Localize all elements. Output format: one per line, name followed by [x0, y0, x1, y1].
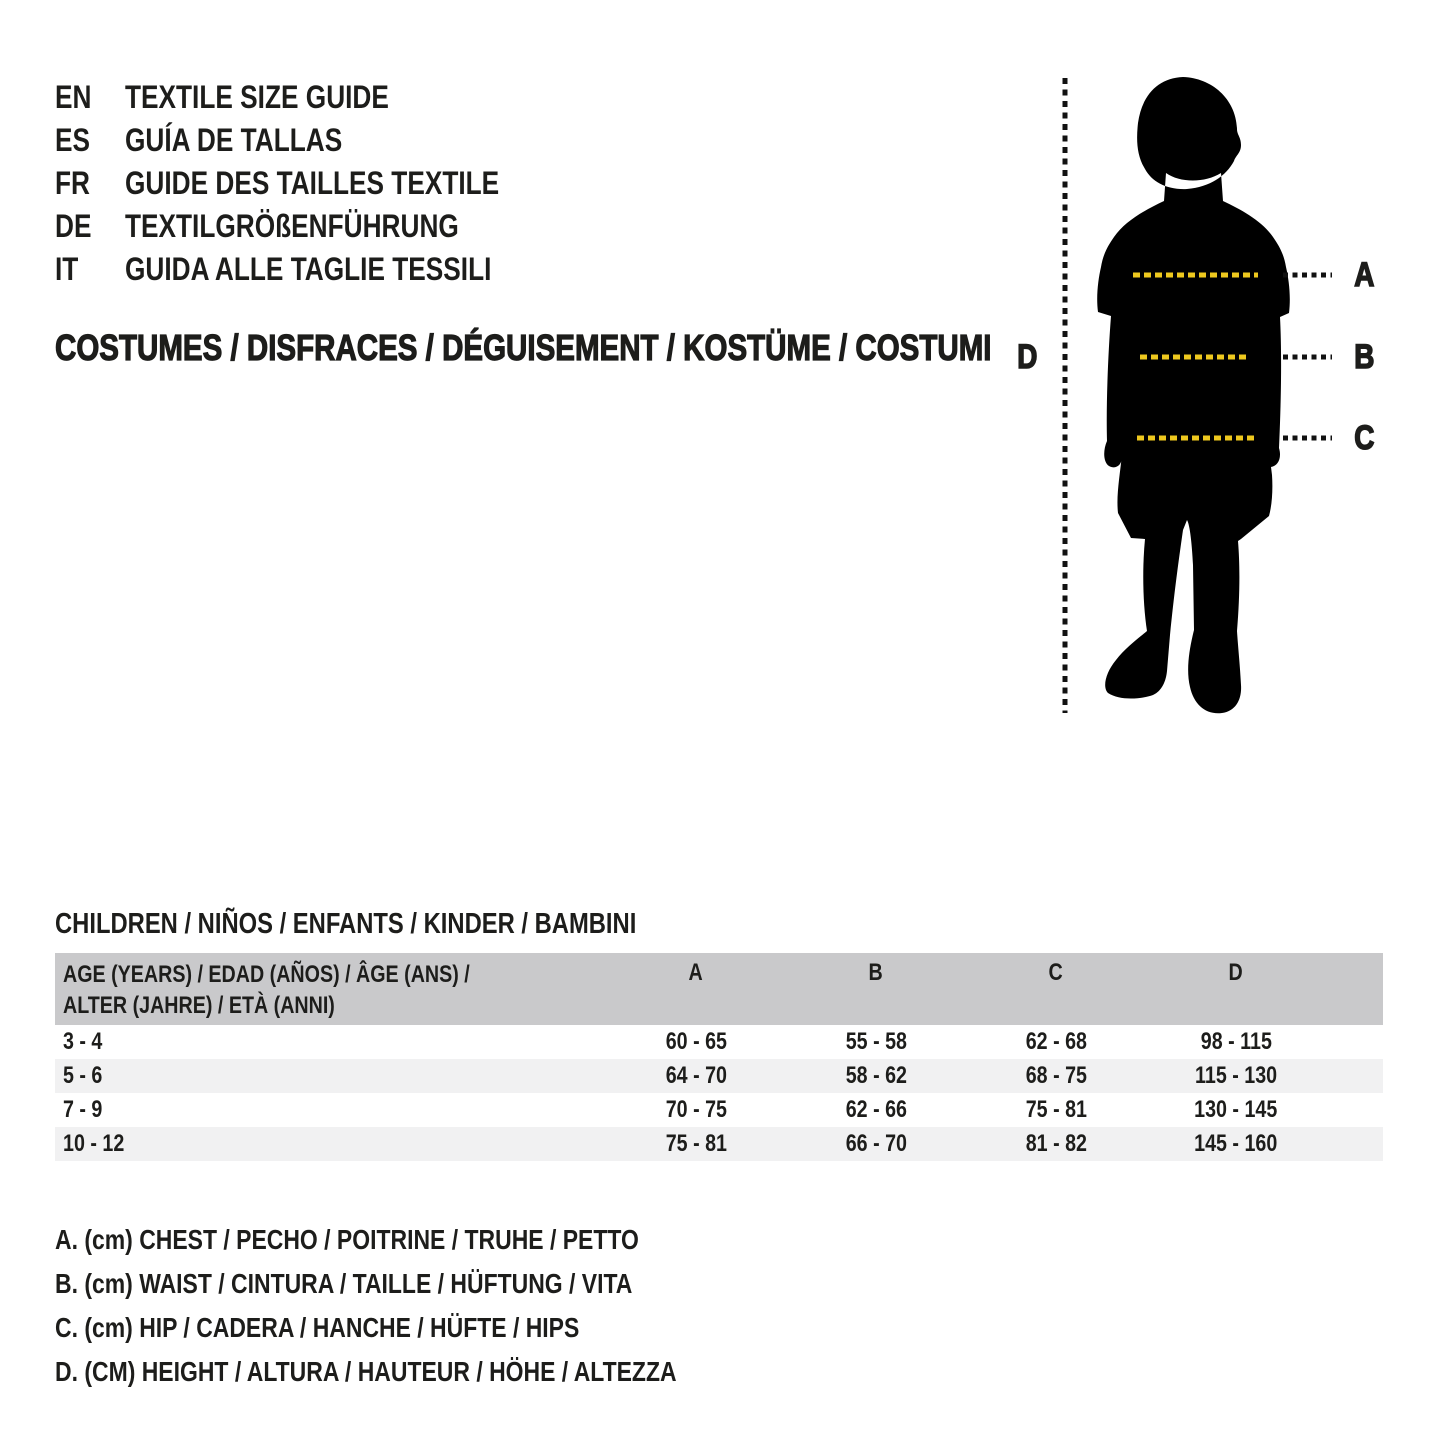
waist-value: 55 - 58 [845, 1028, 907, 1055]
hip-value: 81 - 82 [1025, 1130, 1087, 1157]
col-header-a [606, 953, 786, 1025]
language-row-de [55, 205, 655, 248]
label-chest-a-text: A [1354, 256, 1375, 294]
table-row [55, 1127, 1383, 1161]
label-hip-c [1352, 419, 1377, 457]
col-header-c-text: C [1048, 959, 1064, 986]
col-header-b-text: B [868, 959, 884, 986]
waist-cell [786, 1025, 966, 1059]
child-silhouette-figure [1000, 60, 1445, 740]
language-title: TEXTILGRÖßENFÜHRUNG [125, 208, 459, 244]
col-header-age-line2: ALTER (JAHRE) / ETÀ (ANNI) [63, 992, 335, 1019]
age-value: 7 - 9 [63, 1096, 103, 1123]
hip-value: 68 - 75 [1025, 1062, 1087, 1089]
size-figure [1000, 60, 1445, 740]
age-value: 10 - 12 [63, 1130, 125, 1157]
chest-cell [606, 1025, 786, 1059]
age-value: 3 - 4 [63, 1028, 103, 1055]
table-section-title [55, 908, 764, 940]
chest-cell [606, 1127, 786, 1161]
waist-cell [786, 1127, 966, 1161]
hip-value: 62 - 68 [1025, 1028, 1087, 1055]
table-row [55, 1059, 1383, 1093]
col-header-filler [1326, 953, 1383, 1025]
chest-cell [606, 1093, 786, 1127]
height-cell [1146, 1127, 1326, 1161]
hip-cell [966, 1059, 1146, 1093]
child-silhouette [1097, 77, 1290, 713]
label-hip-c-text: C [1354, 419, 1375, 457]
legend-item-chest [55, 1218, 813, 1262]
height-cell [1146, 1025, 1326, 1059]
waist-cell [786, 1093, 966, 1127]
height-value: 98 - 115 [1200, 1028, 1272, 1055]
col-header-d [1146, 953, 1326, 1025]
legend-item-hip [55, 1306, 813, 1350]
waist-value: 58 - 62 [845, 1062, 907, 1089]
language-title: GUÍA DE TALLAS [125, 122, 343, 158]
legend-item-height [55, 1350, 813, 1394]
label-height-d-text: D [1017, 338, 1038, 376]
table-row [55, 1025, 1383, 1059]
age-cell [55, 1059, 606, 1093]
chest-value: 60 - 65 [665, 1028, 727, 1055]
legend-item-height-text: D. (CM) HEIGHT / ALTURA / HAUTEUR / HÖHE / ALTEZZA [55, 1356, 677, 1387]
chest-cell [606, 1059, 786, 1093]
col-header-age-line1: AGE (YEARS) / EDAD (AÑOS) / ÂGE (ANS) / [63, 961, 470, 988]
height-cell [1146, 1093, 1326, 1127]
age-cell [55, 1025, 606, 1059]
size-table [55, 953, 1383, 1161]
col-header-c [966, 953, 1146, 1025]
language-code: IT [55, 251, 79, 287]
age-cell [55, 1127, 606, 1161]
language-row-it [55, 248, 655, 291]
table-row [55, 1093, 1383, 1127]
height-value: 115 - 130 [1194, 1062, 1278, 1089]
waist-value: 66 - 70 [845, 1130, 907, 1157]
waist-value: 62 - 66 [845, 1096, 907, 1123]
chest-value: 75 - 81 [665, 1130, 727, 1157]
legend-item-hip-text: C. (cm) HIP / CADERA / HANCHE / HÜFTE / HIPS [55, 1312, 580, 1343]
hip-value: 75 - 81 [1025, 1096, 1087, 1123]
measurement-legend [55, 1218, 813, 1394]
language-row-en [55, 76, 655, 119]
age-value: 5 - 6 [63, 1062, 103, 1089]
language-code: DE [55, 208, 92, 244]
height-cell [1146, 1059, 1326, 1093]
chest-value: 70 - 75 [665, 1096, 727, 1123]
language-code: ES [55, 122, 91, 158]
col-header-age [55, 953, 606, 1025]
col-header-a-text: A [688, 959, 704, 986]
waist-cell [786, 1059, 966, 1093]
label-waist-b-text: B [1354, 338, 1375, 376]
legend-item-waist [55, 1262, 813, 1306]
language-title: GUIDE DES TAILLES TEXTILE [125, 165, 500, 201]
language-code: EN [55, 79, 92, 115]
language-row-es [55, 119, 655, 162]
filler-cell [1326, 1025, 1383, 1059]
language-title: TEXTILE SIZE GUIDE [125, 79, 389, 115]
label-chest-a [1352, 256, 1377, 294]
hip-cell [966, 1025, 1146, 1059]
category-title-text: COSTUMES / DISFRACES / DÉGUISEMENT / KOSTÜME / COSTUMI [55, 327, 992, 368]
table-header-row [55, 953, 1383, 1025]
filler-cell [1326, 1059, 1383, 1093]
language-list [55, 76, 655, 291]
legend-item-waist-text: B. (cm) WAIST / CINTURA / TAILLE / HÜFTUNG / VITA [55, 1268, 633, 1299]
language-row-fr [55, 162, 655, 205]
table-section-title-text: CHILDREN / NIÑOS / ENFANTS / KINDER / BAMBINI [55, 908, 637, 940]
age-cell [55, 1093, 606, 1127]
chest-value: 64 - 70 [665, 1062, 727, 1089]
col-header-d-text: D [1228, 959, 1244, 986]
col-header-b [786, 953, 966, 1025]
language-code: FR [55, 165, 90, 201]
label-height-d [1015, 338, 1040, 376]
language-title: GUIDA ALLE TAGLIE TESSILI [125, 251, 492, 287]
filler-cell [1326, 1127, 1383, 1161]
label-waist-b [1352, 338, 1377, 376]
legend-item-chest-text: A. (cm) CHEST / PECHO / POITRINE / TRUHE / PETTO [55, 1224, 639, 1255]
height-value: 130 - 145 [1194, 1096, 1278, 1123]
hip-cell [966, 1127, 1146, 1161]
hip-cell [966, 1093, 1146, 1127]
filler-cell [1326, 1093, 1383, 1127]
height-value: 145 - 160 [1194, 1130, 1278, 1157]
